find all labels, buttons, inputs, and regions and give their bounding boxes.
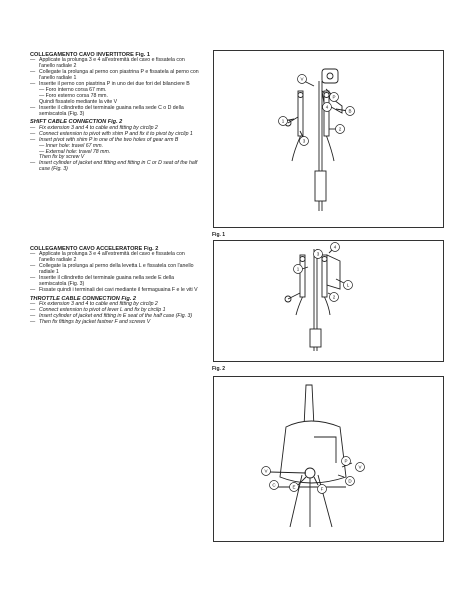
callout-f: F (320, 486, 324, 492)
section1-list-en (30, 126, 202, 144)
callout-p: P (332, 94, 336, 100)
list-item: — Fix extension 3 and 4 to cable end fitting by circlip 2 (30, 126, 202, 132)
list-item: — Then fix fittings by jacket fastner F and screws V (30, 320, 202, 326)
figure-1-frame (213, 50, 444, 228)
sub-item: — Inner hole: travel 67 mm. (39, 142, 104, 149)
figure-2-drawing (214, 241, 443, 361)
callout-e: E (292, 484, 296, 490)
figure-1-label: Fig. 1 (212, 232, 226, 238)
section2-title-en: THROTTLE CABLE CONNECTION Fig. 2 (30, 295, 136, 302)
list-item: — Fissate quindi i terminali dei cavi mediante il fermaguaina F e le viti V (30, 288, 202, 294)
callout-v-right: V (358, 464, 362, 470)
list-item: — Fix extension 3 and 4 to cable end fitting by circlip 2 (30, 302, 202, 308)
callout-1: 1 (296, 266, 300, 272)
list-item: — Insert cylinder of jacket end fitting in E seat of the half case (Fig. 3) (30, 314, 202, 320)
list-item: — Insert cylinder of jacket end fitting end fitting in C or D seat of the half case (Fig. 3) (30, 161, 202, 173)
sub-item: — Foro esterno corsa 78 mm. (39, 92, 108, 99)
callout-2: 2 (338, 126, 342, 132)
callout-d: D (348, 478, 352, 484)
section1-list-en2 (30, 161, 202, 173)
callout-p: P (344, 458, 348, 464)
list-item: — Applicate la prolunga 3 e 4 all'estremità del cavo e fissatela con l'anello radiale 2 (30, 58, 202, 70)
callout-v: V (264, 468, 268, 474)
section2-title-it: COLLEGAMENTO CAVO ACCELERATORE Fig. 2 (30, 246, 159, 252)
list-item: — Connect extension to pivot with shim P and fix it to pivot by circlip 1 (30, 132, 202, 138)
list-item: — Inserite il cilindretto del terminale guaina nella sede C o D della semiscatola (Fig. 3) (30, 106, 202, 118)
list-item: — Collegate la prolunga al perno della levetta L e fissatela con l'anello radiale 1 (30, 264, 202, 276)
list-item: — Inserite il cilindretto del terminale guaina nella sede E della semiscatola (Fig. 3) (30, 276, 202, 288)
callout-3: 3 (302, 138, 306, 144)
callout-b: B (348, 108, 352, 114)
list-item: — Applicate la prolunga 3 e 4 all'estremità del cavo e fissatela con l'anello radiale 2 (30, 252, 202, 264)
section1-title-en: SHIFT CABLE CONNECTION Fig. 2 (30, 119, 123, 126)
callout-3: 3 (316, 251, 320, 257)
section1-list-it (30, 58, 202, 88)
figure-2-frame (213, 240, 444, 362)
list-item: — Insert pivot with shim P in one of the two holes of gear arm B (30, 138, 202, 144)
callout-2: 2 (332, 294, 336, 300)
figure-3-drawing (214, 377, 443, 541)
list-item: — Connect extension to pivot of lever L and fix by circlip 1 (30, 308, 202, 314)
section-throttle-cable (30, 246, 202, 326)
text-line: Then fix by screw V (39, 154, 85, 161)
callout-4: 4 (325, 104, 329, 110)
section2-list-en (30, 302, 202, 326)
list-item: — Collegate la prolunga al perno con piastrina P e fissatela al perno con l'anello radiale 1 (30, 70, 202, 82)
section2-list-it (30, 252, 202, 293)
figure-1-drawing (214, 51, 443, 227)
section1-title-it: COLLEGAMENTO CAVO INVERTITORE Fig. 1 (30, 52, 150, 58)
callout-4: 4 (333, 244, 337, 250)
callout-v: V (300, 76, 304, 82)
sub-item: — Foro interno corsa 67 mm. (39, 86, 107, 93)
callout-l: L (346, 282, 350, 288)
section1-list-it2 (30, 106, 202, 118)
text-line: Quindi fissatelo mediante la vite V (39, 98, 118, 105)
section-shift-cable (30, 52, 202, 173)
sub-item: — External hole: travel 78 mm. (39, 148, 111, 155)
callout-1: 1 (281, 118, 285, 124)
list-item: — Inserite il perno con piastrina P in uno dei due fori del bilanciere B (30, 82, 202, 88)
figure-3-frame (213, 376, 444, 542)
callout-c: C (272, 482, 276, 488)
figure-2-label: Fig. 2 (212, 366, 226, 372)
